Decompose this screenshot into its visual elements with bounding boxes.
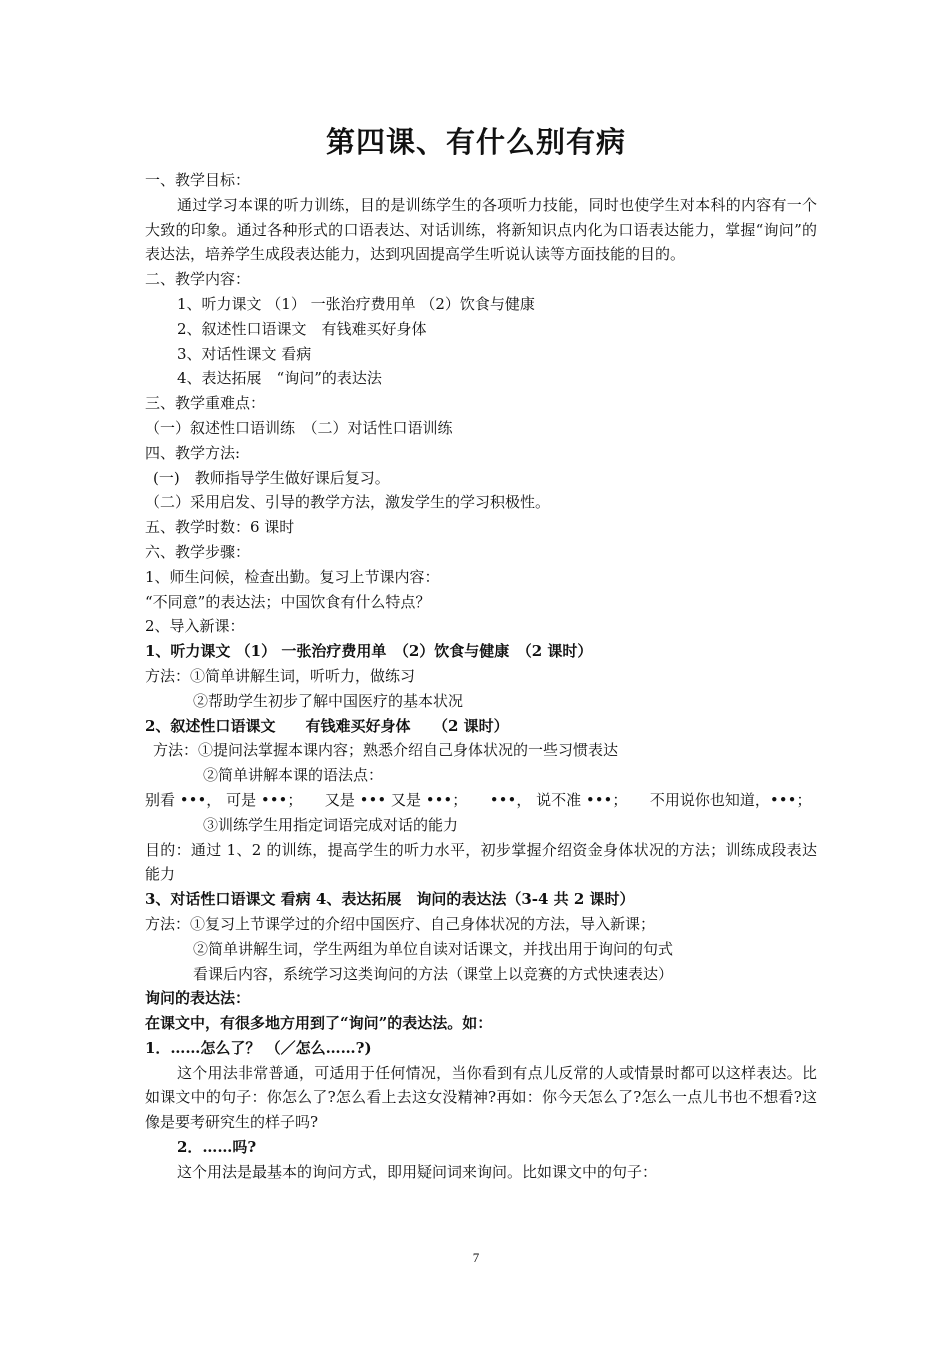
text-line: 方法：①提问法掌握本课内容；熟悉介绍自己身体状况的一些习惯表达 bbox=[153, 741, 619, 760]
text-line: ②帮助学生初步了解中国医疗的基本状况 bbox=[193, 691, 464, 710]
page-title: 第四课、有什么别有病 bbox=[325, 125, 626, 159]
bold-heading: 2．……吗? bbox=[177, 1138, 257, 1157]
list-item: 1、听力课文 （1） 一张治疗费用单 （2）饮食与健康 bbox=[177, 294, 535, 313]
paragraph: 目的：通过 1、2 的训练，提高学生的听力水平，初步掌握介绍资金身体状况的方法；训练成段表达能力 bbox=[145, 840, 817, 884]
text-line: 方法：①简单讲解生词，听听力，做练习 bbox=[145, 666, 416, 685]
grammar-patterns: 别看 •••， 可是 •••； 又是 ••• 又是 •••； •••， 说不准 •••； 不用说你也知道，•••； bbox=[145, 790, 812, 809]
page-number: 7 bbox=[472, 1250, 480, 1265]
text-line: （二）采用启发、引导的教学方法，激发学生的学习积极性。 bbox=[145, 493, 551, 512]
text-line: ②简单讲解生词，学生两组为单位自读对话课文，并找出用于询问的句式 bbox=[193, 939, 674, 958]
text-line: 1、师生问候，检查出勤。复习上节课内容： bbox=[145, 567, 440, 586]
text-line: 2、导入新课： bbox=[145, 617, 245, 636]
list-item: 4、表达拓展 “询问”的表达法 bbox=[177, 369, 382, 388]
list-item: 2、叙述性口语课文 有钱难买好身体 bbox=[177, 319, 427, 338]
bold-heading: 2、叙述性口语课文 有钱难买好身体 （2 课时） bbox=[145, 716, 509, 735]
paragraph: 这个用法非常普通，可适用于任何情况，当你看到有点儿反常的人或情景时都可以这样表达。比如课文中的句子：你怎么了?怎么看上去这女没精神?再如：你今天怎么了?怎么一点儿书也不想看?这像是要考研究生的样子吗? bbox=[145, 1063, 817, 1132]
text-line: ②简单讲解本课的语法点： bbox=[203, 766, 384, 785]
section-heading: 五、教学时数：6 课时 bbox=[145, 518, 295, 537]
list-item: 3、对话性课文 看病 bbox=[177, 344, 312, 363]
bold-heading: 询问的表达法： bbox=[145, 989, 251, 1008]
text-line: 方法：①复习上节课学过的介绍中国医疗、自己身体状况的方法，导入新课； bbox=[145, 914, 656, 933]
bold-heading: 1．……怎么了？ （／怎么……?) bbox=[145, 1038, 372, 1057]
section-heading: 一、教学目标： bbox=[145, 171, 251, 189]
text-line: “不同意”的表达法；中国饮食有什么特点？ bbox=[145, 592, 431, 611]
section-heading: 六、教学步骤： bbox=[145, 542, 251, 561]
text-line: （一）叙述性口语训练 （二）对话性口语训练 bbox=[145, 418, 453, 437]
bold-heading: 在课文中，有很多地方用到了“询问”的表达法。如： bbox=[145, 1014, 493, 1033]
section-heading: 二、教学内容： bbox=[145, 270, 251, 289]
section-heading: 三、教学重难点： bbox=[145, 394, 266, 413]
text-line: ③训练学生用指定词语完成对话的能力 bbox=[203, 815, 459, 834]
document-body bbox=[145, 168, 817, 1185]
section-heading: 四、教学方法: bbox=[145, 443, 241, 462]
paragraph: 通过学习本课的听力训练，目的是训练学生的各项听力技能，同时也使学生对本科的内容有一个大致的印象。通过各种形式的口语表达、对话训练，将新知识点内化为口语表达能力，掌握“询问”的表达法，培养学生成段表达能力，达到巩固提高学生听说认读等方面技能的目的。 bbox=[145, 195, 817, 264]
text-line: 看课后内容，系统学习这类询问的方法（课堂上以竞赛的方式快速表达） bbox=[193, 964, 674, 983]
text-line: 这个用法是最基本的询问方式，即用疑问词来询问。比如课文中的句子： bbox=[177, 1162, 658, 1181]
text-line: (一) 教师指导学生做好课后复习。 bbox=[153, 468, 390, 487]
bold-heading: 1、听力课文 （1） 一张治疗费用单 （2）饮食与健康 （2 课时） bbox=[145, 642, 593, 661]
bold-heading: 3、对话性口语课文 看病 4、表达拓展 询问的表达法（3-4 共 2 课时） bbox=[145, 890, 635, 909]
